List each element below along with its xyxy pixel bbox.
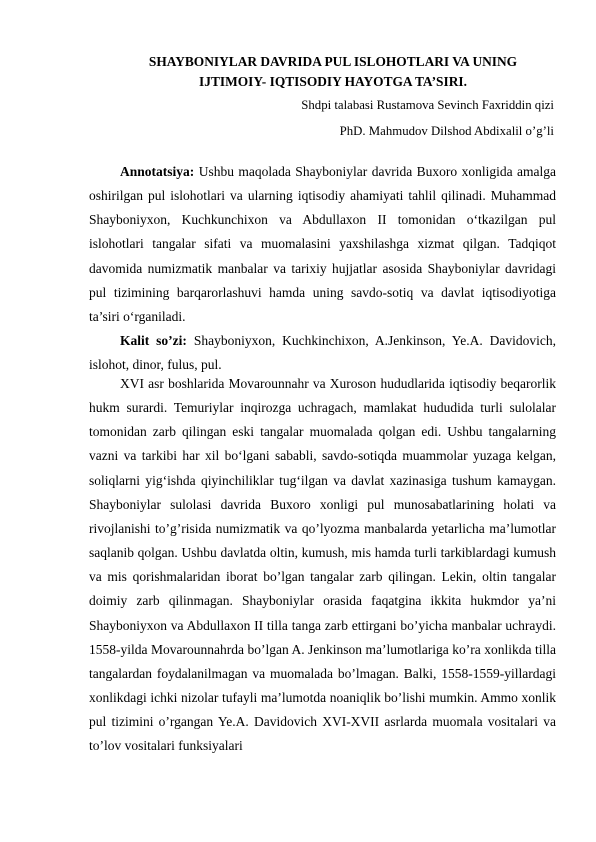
abstract-label: Annotatsiya: (120, 164, 195, 179)
article-title-line-2: IJTIMOIY- IQTISODIY HAYOTGA TA’SIRI. (199, 74, 467, 89)
keywords-label: Kalit so’zi: (120, 333, 187, 348)
keywords-text: Shayboniyxon, Kuchkinchixon, A.Jenkinson, Ye.A. Davidovich, islohot, dinor, fulus, pul. (89, 333, 556, 373)
body-paragraph: XVI asr boshlarida Movarounnahr va Xuroson hududlarida iqtisodiy beqarorlik hukm surardi. Temuriylar inqirozga uchragach, mamlakat hududida turli sulolalar tomonidan zarb qilingan eski tangalar muomalada qolgan edi. Ushbu tangalarning vazni va tarkibi har xil bo‘lgani sababli, savdo-sotiqda muammolar yuzaga kelgan, soliqlarni yig‘ishda qiyinchiliklar tug‘ilgan va davlat xazinasiga tushum kamaygan. Shayboniylar sulolasi davrida Buxoro xonligi pul munosabatlarining holati va rivojlanishi to’g’risida numizmatik va qo’lyozma manbalarda yetarlicha ma’lumotlar saqlanib qolgan. Ushbu davlatda oltin, kumush, mis hamda turli tarkiblardagi kumush va mis qorishmalaridan iborat bo’lgan tangalar zarb qilingan. Lekin, oltin tangalar doimiy zarb qilinmagan. Shayboniylar orasida faqatgina ikkita hukmdor ya’ni Shayboniyxon va Abdullaxon II tilla tanga zarb ettirgani bo’yicha manbalar uchraydi. 1558-yilda Movarounnahrda bo’lgan A. Jenkinson ma’lumotlariga ko’ra xonlikda tilla tangalardan foydalanilmagan va muomalada bo’lmagan. Balki, 1558-1559-yillardagi xonlikdagi ichki nizolar tufayli ma’lumotda noaniqlik bo’lishi mumkin. Ammo xonlik pul tizimini o’rgangan Ye.A. Davidovich XVI-XVII asrlarda muomala vositalari va to’lov vositalari funksiyalari (89, 376, 556, 754)
abstract-paragraph (89, 160, 556, 329)
keywords-paragraph (89, 329, 556, 377)
abstract-text: Ushbu maqolada Shayboniylar davrida Buxoro xonligida amalga oshirilgan pul islohotlari va ularning iqtisodiy ahamiyati tahlil qilinadi. Muhammad Shayboniyxon, Kuchkunchixon va Abdullaxon II tomonidan o‘tkazilgan pul islohotlari tangalar sifati va muomalasini yaxshilashga xizmat qilgan. Tadqiqot davomida numizmatik manbalar va tarixiy hujjatlar asosida Shayboniylar davridagi pul tizimining barqarorlashuvi hamda uning savdo-sotiq va davlat iqtisodiyotiga ta’siri o‘rganiladi. (89, 164, 556, 324)
article-title-line-1: SHAYBONIYLAR DAVRIDA PUL ISLOHOTLARI VA UNING (148, 54, 518, 69)
author-supervisor: PhD. Mahmudov Dilshod Abdixalil o’g’li (339, 124, 554, 138)
author-student: Shdpi talabasi Rustamova Sevinch Faxriddin qizi (301, 98, 554, 112)
